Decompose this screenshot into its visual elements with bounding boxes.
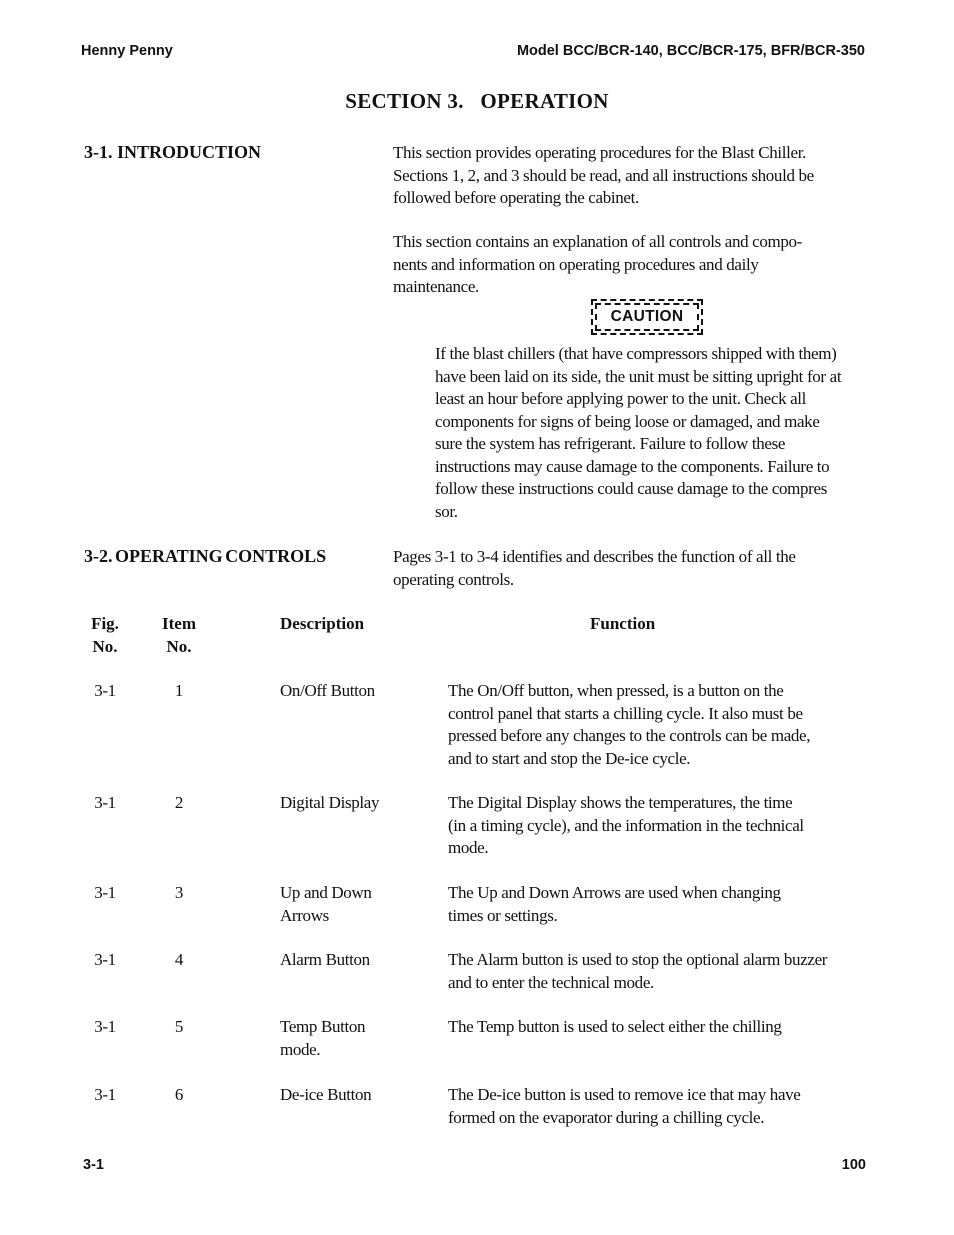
intro-heading: 3-1. INTRODUCTION	[84, 142, 262, 162]
header-text: Fig.	[91, 614, 119, 633]
text-line: The Temp button is used to select either the chilling	[448, 1017, 782, 1036]
text-line: Pages 3-1 to 3-4 identifies and describes the function of all the	[393, 547, 796, 566]
item-number: 1	[174, 681, 184, 700]
item-number: 3	[174, 883, 184, 902]
text-line: sure the system has refrigerant. Failure to follow these	[435, 434, 786, 453]
text-line: follow these instructions could cause damage to the compres	[435, 479, 827, 498]
description	[280, 680, 440, 703]
text-line: The On/Off button, when pressed, is a button on the	[448, 681, 784, 700]
text-line: control panel that starts a chilling cycle. It also must be	[448, 703, 803, 723]
intro-paragraph-1	[393, 142, 873, 210]
header-item-no	[150, 613, 208, 658]
text-line: times or settings.	[448, 905, 558, 925]
header-text: No.	[166, 636, 192, 656]
footer-page-number: 3-1	[83, 1157, 104, 1173]
header-model: Model BCC/BCR-140, BCC/BCR-175, BFR/BCR-350	[516, 43, 865, 59]
description	[280, 792, 440, 815]
fig-number: 3-1	[94, 1085, 116, 1104]
header-text: No.	[92, 636, 118, 656]
text-line: On/Off Button	[280, 681, 375, 700]
text-line: Arrows	[280, 905, 329, 925]
fig-number: 3-1	[94, 681, 116, 700]
text-line: mode.	[448, 838, 489, 857]
description	[280, 882, 440, 927]
text-line: Sections 1, 2, and 3 should be read, and all instructions should be	[393, 165, 814, 185]
item-number: 6	[174, 1085, 184, 1104]
text-line: instructions may cause damage to the components. Failure to	[435, 456, 830, 476]
text-line: If the blast chillers (that have compressors shipped with them)	[435, 344, 837, 363]
intro-paragraph-2	[393, 231, 873, 299]
fig-number: 3-1	[94, 793, 116, 812]
text-line: maintenance.	[393, 277, 479, 296]
function	[448, 882, 878, 927]
function	[448, 680, 878, 770]
item-number: 5	[174, 1017, 184, 1036]
text-line: De-ice Button	[280, 1085, 372, 1104]
section-title: SECTION 3. OPERATION	[345, 89, 609, 113]
description	[280, 1084, 440, 1107]
text-line: The Alarm button is used to stop the optional alarm buzzer	[448, 950, 828, 969]
header-company: Henny Penny	[81, 43, 173, 59]
caution-label: CAUTION	[591, 299, 703, 335]
text-line: Alarm Button	[280, 950, 370, 969]
text-line: nents and information on operating procedures and daily	[393, 254, 759, 274]
text-line: components for signs of being loose or damaged, and make	[435, 411, 820, 431]
text-line: Digital Display	[280, 793, 380, 812]
text-line: The Up and Down Arrows are used when changing	[448, 883, 781, 902]
caution-text	[435, 343, 885, 523]
item-number: 4	[174, 950, 184, 969]
header-description: Description	[280, 614, 365, 633]
text-line: least an hour before applying power to the unit. Check all	[435, 389, 807, 408]
text-line: (in a timing cycle), and the information in the technical	[448, 815, 804, 835]
text-line: sor.	[435, 501, 458, 521]
text-line: have been laid on its side, the unit must be sitting upright for at	[435, 366, 842, 386]
footer-sheet-number: 100	[841, 1157, 866, 1173]
text-line: Temp Button	[280, 1017, 366, 1036]
fig-number: 3-1	[94, 1017, 116, 1036]
header-function: Function	[590, 614, 656, 633]
text-line: The De-ice button is used to remove ice that may have	[448, 1085, 801, 1104]
header-fig-no	[80, 613, 130, 658]
text-line: The Digital Display shows the temperatures, the time	[448, 793, 793, 812]
text-line: This section provides operating procedures for the Blast Chiller.	[393, 143, 807, 162]
text-line: pressed before any changes to the controls can be made,	[448, 726, 811, 745]
item-number: 2	[174, 793, 184, 812]
text-line: and to enter the technical mode.	[448, 972, 654, 992]
text-line: formed on the evaporator during a chilling cycle.	[448, 1107, 765, 1127]
function	[448, 792, 878, 860]
function	[448, 1084, 878, 1129]
fig-number: 3-1	[94, 883, 116, 902]
header-text: Item	[162, 614, 196, 633]
text-line: mode.	[280, 1039, 321, 1059]
text-line: and to start and stop the De-ice cycle.	[448, 748, 691, 768]
fig-number: 3-1	[94, 950, 116, 969]
function	[448, 1016, 878, 1039]
text-line: Up and Down	[280, 883, 372, 902]
function	[448, 949, 878, 994]
description	[280, 949, 440, 972]
text-line: followed before operating the cabinet.	[393, 188, 639, 207]
description	[280, 1016, 440, 1061]
text-line: This section contains an explanation of all controls and compo-	[393, 232, 802, 251]
text-line: operating controls.	[393, 569, 514, 589]
controls-heading: 3-2. OPERATING CONTROLS	[84, 546, 327, 566]
controls-intro	[393, 546, 873, 591]
